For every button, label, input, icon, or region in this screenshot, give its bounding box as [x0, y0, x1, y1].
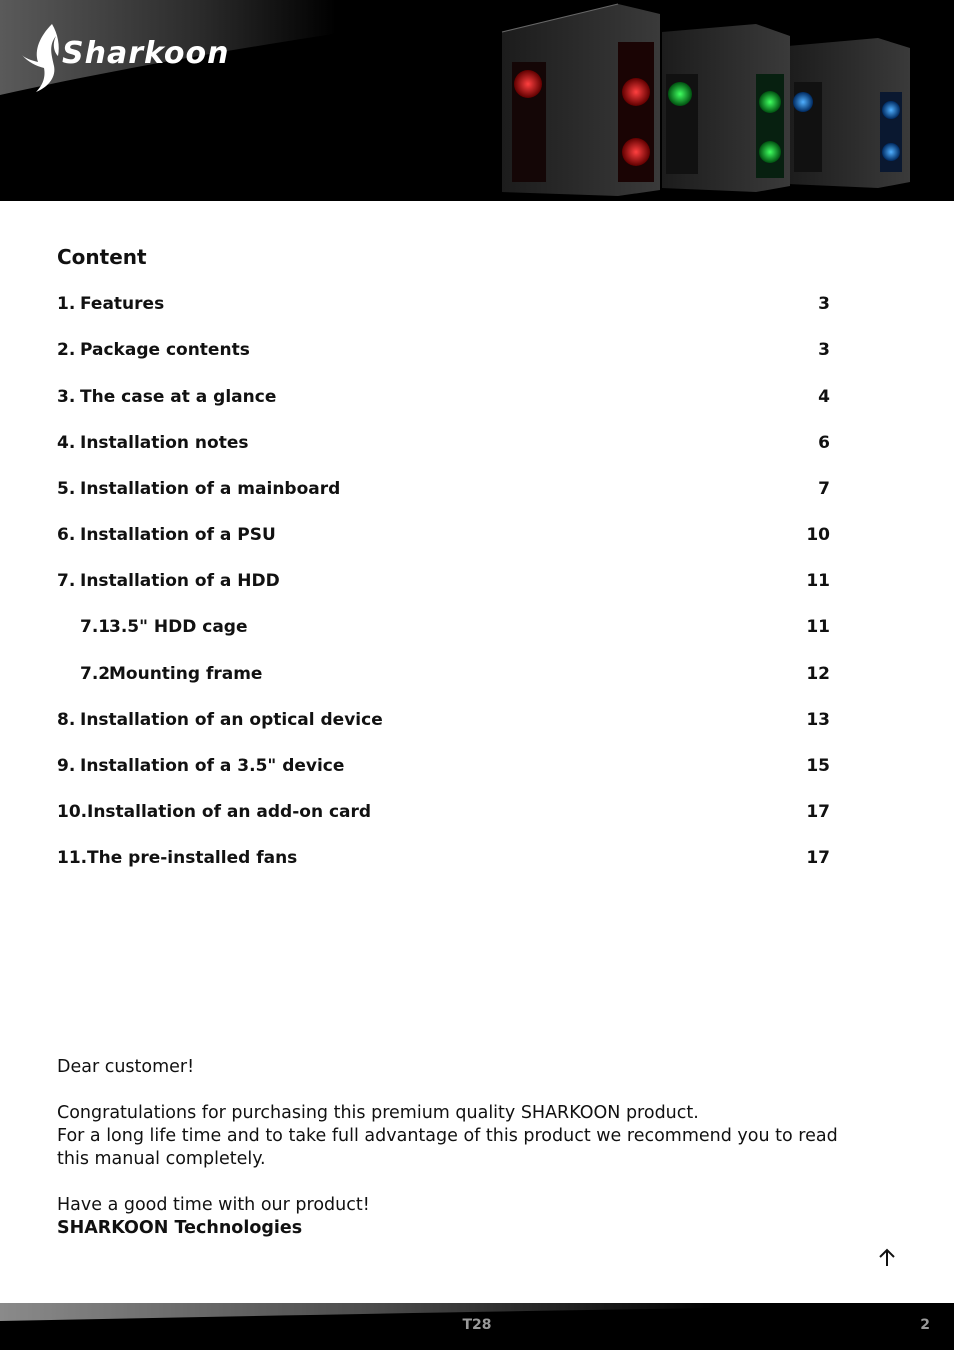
- toc-label: Installation of an add-on card: [87, 802, 372, 822]
- letter-closing: Have a good time with our product!: [57, 1195, 370, 1215]
- footer-page-number: 2: [920, 1317, 930, 1333]
- letter-line-1: Congratulations for purchasing this premium quality SHARKOON product.: [57, 1103, 699, 1123]
- toc-row-case-at-a-glance[interactable]: [57, 387, 830, 411]
- letter-line-3: this manual completely.: [57, 1149, 266, 1169]
- toc-label: Installation notes: [80, 433, 249, 453]
- letter-line-2: For a long life time and to take full advantage of this product we recommend you to read: [57, 1126, 838, 1146]
- content-title: Content: [57, 245, 147, 269]
- toc-number: 10.: [57, 802, 88, 822]
- toc-page: 11: [806, 571, 830, 591]
- toc-row-mounting-frame[interactable]: [57, 664, 830, 688]
- footer-model: T28: [462, 1317, 492, 1333]
- toc-number: 2.: [57, 340, 76, 360]
- letter-greeting: Dear customer!: [57, 1057, 195, 1077]
- toc-row-package-contents[interactable]: [57, 340, 830, 364]
- toc-number: 3.: [57, 387, 76, 407]
- toc-page: 12: [806, 664, 830, 684]
- toc-row-35-device[interactable]: [57, 756, 830, 780]
- footer-bar: [0, 1303, 954, 1350]
- toc-label: 3.5" HDD cage: [109, 617, 248, 637]
- toc-page: 7: [818, 479, 830, 499]
- toc-label: Installation of a 3.5" device: [80, 756, 345, 776]
- toc-number: 11.: [57, 848, 88, 868]
- toc-page: 3: [818, 340, 830, 360]
- toc-number: 7.1: [80, 617, 111, 637]
- toc-number: 8.: [57, 710, 76, 730]
- letter-signature: SHARKOON Technologies: [57, 1218, 303, 1238]
- toc-page: 10: [806, 525, 830, 545]
- toc-number: 6.: [57, 525, 76, 545]
- toc-page: 4: [818, 387, 830, 407]
- toc-label: Installation of an optical device: [80, 710, 383, 730]
- toc-page: 11: [806, 617, 830, 637]
- toc-label: Installation of a PSU: [80, 525, 276, 545]
- arrow-up-icon[interactable]: [876, 1247, 898, 1269]
- toc-number: 5.: [57, 479, 76, 499]
- header-banner: [0, 0, 954, 201]
- toc-row-add-on-card[interactable]: [57, 802, 830, 826]
- toc-page: 17: [806, 848, 830, 868]
- toc-label: Features: [80, 294, 165, 314]
- toc-row-pre-installed-fans[interactable]: [57, 848, 830, 872]
- toc-row-optical-device[interactable]: [57, 710, 830, 734]
- toc-label: Mounting frame: [109, 664, 263, 684]
- toc-page: 17: [806, 802, 830, 822]
- toc-number: 1.: [57, 294, 76, 314]
- toc-label: Installation of a mainboard: [80, 479, 341, 499]
- toc-label: Package contents: [80, 340, 250, 360]
- toc-number: 7.2: [80, 664, 111, 684]
- toc-label: The case at a glance: [80, 387, 277, 407]
- toc-number: 4.: [57, 433, 76, 453]
- toc-number: 9.: [57, 756, 76, 776]
- toc-row-installation-notes[interactable]: [57, 433, 830, 457]
- toc-label: Installation of a HDD: [80, 571, 280, 591]
- toc-page: 13: [806, 710, 830, 730]
- toc-page: 6: [818, 433, 830, 453]
- toc-page: 3: [818, 294, 830, 314]
- customer-letter: [57, 1056, 897, 1240]
- toc-row-hdd[interactable]: [57, 571, 830, 595]
- toc-page: 15: [806, 756, 830, 776]
- toc-row-features[interactable]: [57, 294, 830, 318]
- toc-row-hdd-cage[interactable]: [57, 617, 830, 641]
- product-cases-image: [498, 2, 918, 198]
- toc-label: The pre-installed fans: [87, 848, 298, 868]
- toc-row-psu[interactable]: [57, 525, 830, 549]
- toc-number: 7.: [57, 571, 76, 591]
- brand-name: Sharkoon: [62, 36, 230, 71]
- toc-row-mainboard[interactable]: [57, 479, 830, 503]
